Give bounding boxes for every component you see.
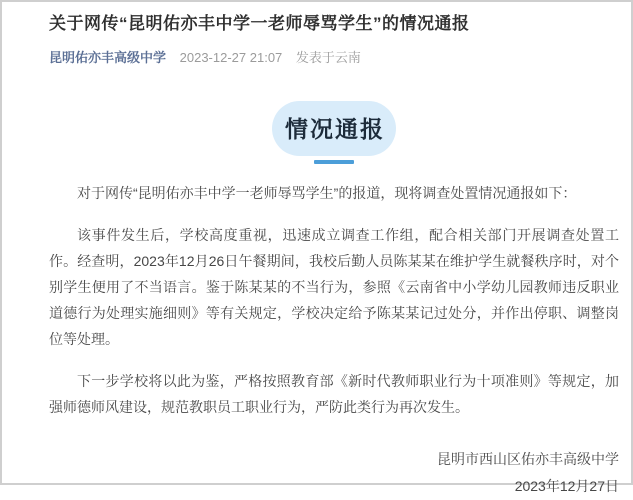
- signature-school: 昆明市西山区佑亦丰高级中学: [437, 451, 619, 467]
- paragraph-intro: 对于网传“昆明佑亦丰中学一老师辱骂学生”的报道，现将调查处置情况通报如下：: [77, 185, 577, 201]
- article-meta: [49, 49, 619, 67]
- publish-timestamp: 2023-12-27 21:07: [179, 50, 283, 65]
- account-name-link[interactable]: 昆明佑亦丰高级中学: [49, 50, 167, 65]
- paragraph-measures: 下一步学校将以此为鉴，严格按照教育部《新时代教师职业行为十项准则》等规定，加强师德师风建设，规范教职员工职业行为，严防此类行为再次发生。: [49, 373, 619, 415]
- article-title: 关于网传“昆明佑亦丰中学一老师辱骂学生”的情况通报: [49, 14, 470, 33]
- notice-badge-pill: 情况通报: [272, 101, 396, 156]
- signature-block: [49, 446, 619, 500]
- article-body: [49, 180, 619, 420]
- publish-location: 发表于云南: [295, 50, 361, 65]
- notice-badge: [49, 101, 619, 164]
- signature-date: 2023年12月27日: [514, 478, 619, 494]
- paragraph-investigation: 该事件发生后，学校高度重视，迅速成立调查工作组，配合相关部门开展调查处置工作。经查明，2023年12月26日午餐期间，我校后勤人员陈某某在维护学生就餐秩序时，对个别学生便用了不当语言。鉴于陈某某的不当行为，参照《云南省中小学幼儿园教师违反职业道德行为处理实施细则》等有关规定，学校决定给予陈某某记过处分，并作出停职、调整岗位等处理。: [49, 227, 619, 347]
- badge-underline: [314, 160, 354, 164]
